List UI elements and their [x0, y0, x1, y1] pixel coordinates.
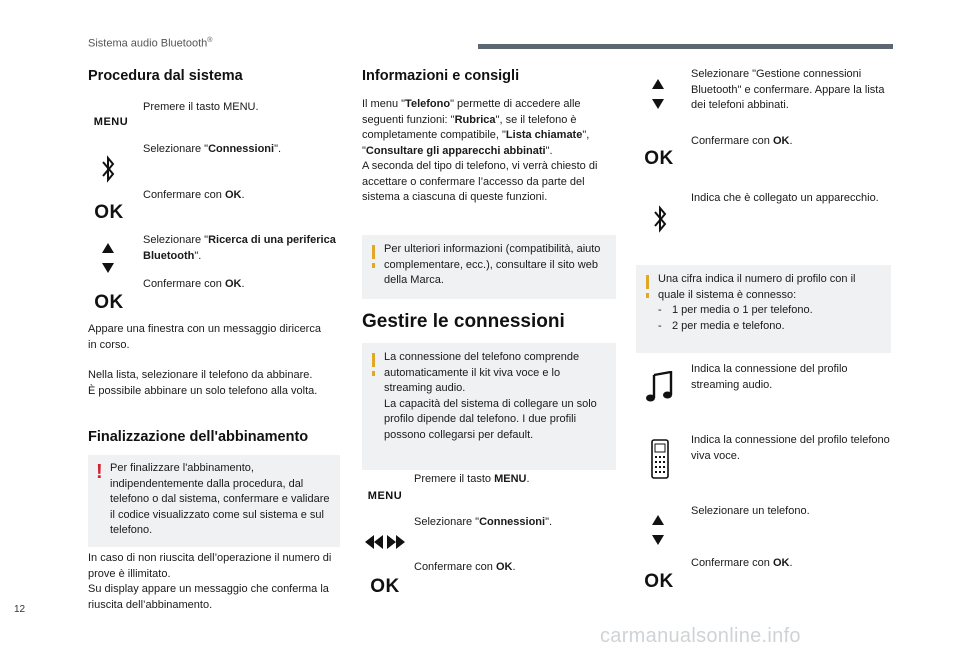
ok-button-icon: OK [370, 576, 400, 597]
info-text: Per ulteriori informazioni (compatibilità, aiuto complementare, ecc.), consultare il sito web della Marca. [384, 243, 601, 286]
step-text: Selezionare "Connessioni". [414, 516, 553, 528]
info-marker-icon [646, 275, 649, 289]
info-text [658, 272, 881, 334]
info-box [636, 265, 891, 353]
step-text: Premere il tasto MENU. [414, 473, 530, 485]
ok-button-icon: OK [644, 571, 674, 592]
info-text: La connessione del telefono comprende automaticamente il kit viva voce e lo streaming audio. La capacità del sistema di collegare un solo profilo dipende dal telefono. I due profili possono collegarsi per default. [384, 351, 597, 441]
list-item: - 2 per media e telefono. [658, 319, 785, 332]
info-box [362, 235, 616, 299]
heading-gestire: Gestire le connessioni [362, 311, 565, 332]
step-text: Selezionare "Gestione connessioni Bluetooth" e confermare. Appare la lista dei telefoni abbinati. [691, 68, 885, 111]
step-text: Confermare con OK. [691, 135, 793, 147]
info-marker-icon [372, 245, 375, 259]
warning-box [88, 455, 340, 547]
paragraph: Nella lista, selezionare il telefono da abbinare. È possibile abbinare un solo telefono alla volta. [88, 369, 318, 397]
phone-icon [648, 438, 672, 480]
heading-procedura: Procedura dal sistema [88, 68, 243, 84]
step-text: Premere il tasto MENU. [143, 101, 259, 113]
watermark: carmanualsonline.info [600, 625, 801, 647]
info-lead: Una cifra indica il numero di profilo con il quale il sistema è connesso: [658, 273, 856, 301]
heading-finalizzazione: Finalizzazione dell'abbinamento [88, 429, 309, 445]
warning-text: Per finalizzare l'abbinamento, indipendentemente dalla procedura, dal telefono o dal sistema, confermare e validare il codice visualizzato come sul sistema e sul telefono. [110, 462, 330, 536]
info-marker-dot [646, 293, 649, 298]
info-marker-dot [372, 371, 375, 376]
menu-button-icon: MENU [93, 116, 129, 128]
up-down-arrows-icon [100, 241, 116, 275]
ok-button-icon: OK [94, 202, 124, 223]
step-text: Confermare con OK. [143, 189, 245, 201]
header-rule [478, 44, 893, 49]
warning-exclamation-icon: ! [96, 461, 103, 483]
info-box [362, 343, 616, 470]
info-marker-dot [372, 263, 375, 268]
bluetooth-icon [98, 152, 118, 186]
menu-button-icon: MENU [367, 490, 403, 502]
step-text: Indica la connessione del profilo telefono viva voce. [691, 434, 890, 462]
step-text: Confermare con OK. [691, 557, 793, 569]
step-text: Selezionare un telefono. [691, 505, 810, 517]
ok-button-icon: OK [94, 292, 124, 313]
up-down-arrows-icon [650, 77, 666, 111]
paragraph: Appare una finestra con un messaggio diricerca in corso. [88, 323, 321, 351]
heading-informazioni: Informazioni e consigli [362, 68, 520, 84]
music-note-icon [644, 370, 676, 404]
step-text: Confermare con OK. [414, 561, 516, 573]
skip-arrows-icon [364, 533, 406, 551]
step-text: Indica la connessione del profilo streaming audio. [691, 363, 848, 391]
paragraph: Il menu "Telefono" permette di accedere alle seguenti funzioni: "Rubrica", se il telefono è completamente compatibile, "Lista chiamate", "Consultare gli apparecchi abbinati". A seconda del tipo di telefono, vi verrà chiesto di accettare o confermare l’accesso da parte del sistema a ciascuna di queste funzioni. [362, 98, 598, 203]
step-text: Confermare con OK. [143, 278, 245, 290]
list-item: - 1 per media o 1 per telefono. [658, 304, 813, 316]
page-number: 12 [14, 604, 26, 615]
running-header: Sistema audio Bluetooth® [88, 37, 213, 50]
bluetooth-icon [650, 202, 670, 236]
paragraph: In caso di non riuscita dell’operazione il numero di prove è illimitato. Su display appare un messaggio che conferma la riuscita dell’abbinamento. [88, 552, 332, 611]
info-marker-icon [372, 353, 375, 367]
up-down-arrows-icon [650, 513, 666, 547]
ok-button-icon: OK [644, 148, 674, 169]
step-text: Selezionare "Connessioni". [143, 143, 282, 155]
step-text: Indica che è collegato un apparecchio. [691, 192, 879, 204]
step-text: Selezionare "Ricerca di una periferica Bluetooth". [143, 234, 336, 262]
